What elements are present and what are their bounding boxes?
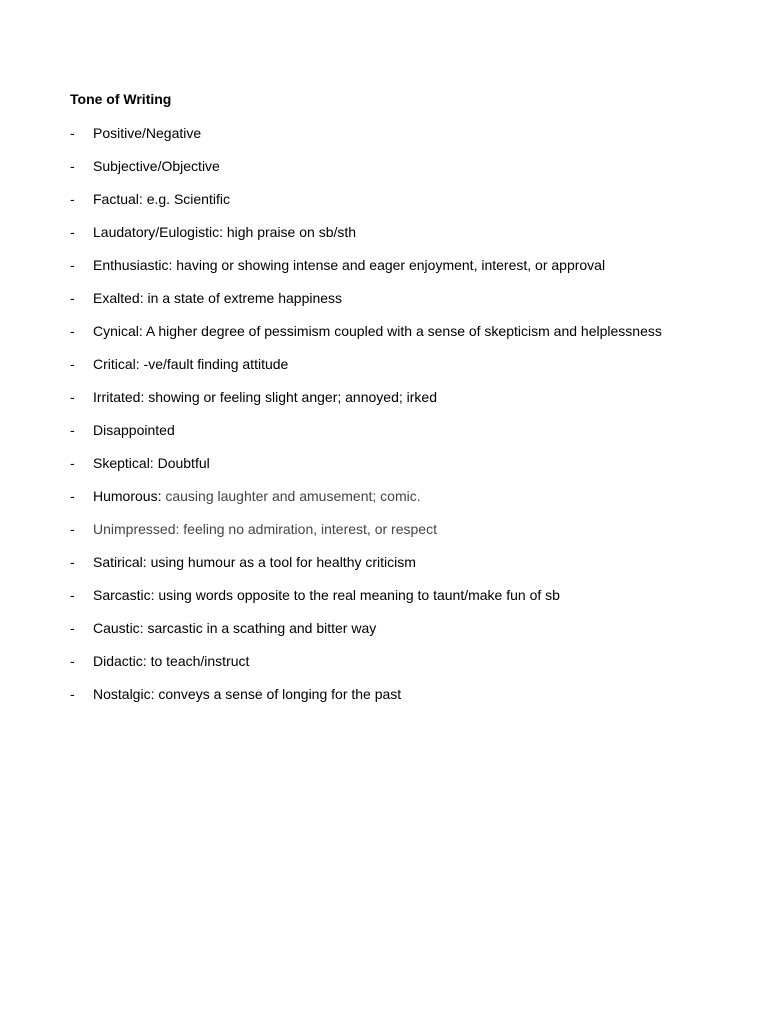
list-dash: - — [70, 653, 75, 669]
tone-description: e.g. Scientific — [142, 191, 230, 207]
list-dash: - — [70, 191, 75, 207]
tone-description: sarcastic in a scathing and bitter way — [143, 620, 377, 636]
list-dash: - — [70, 158, 75, 174]
tone-term: Irritated: — [93, 389, 145, 405]
tone-term: Skeptical: — [93, 455, 154, 471]
tone-description: conveys a sense of longing for the past — [154, 686, 402, 702]
tone-term: Positive/Negative — [93, 125, 202, 141]
tone-description: -ve/fault finding attitude — [139, 356, 289, 372]
list-dash: - — [70, 389, 75, 405]
tone-term: Exalted: — [93, 290, 144, 306]
list-dash: - — [70, 620, 75, 636]
tone-description: using humour as a tool for healthy criticism — [146, 554, 416, 570]
list-dash: - — [70, 422, 75, 438]
tone-term: Sarcastic: — [93, 587, 155, 603]
list-dash: - — [70, 455, 75, 471]
list-dash: - — [70, 125, 75, 141]
tone-description: Doubtful — [153, 455, 210, 471]
list-item — [70, 551, 710, 573]
tone-term: Cynical: — [93, 323, 143, 339]
list-item — [70, 617, 710, 639]
tone-description: causing laughter and amusement; comic. — [161, 488, 421, 504]
tone-term: Unimpressed: — [93, 521, 180, 537]
list-item — [70, 122, 710, 144]
list-item — [70, 419, 710, 441]
tone-description: having or showing intense and eager enjoyment, interest, or approval — [172, 257, 606, 273]
list-dash: - — [70, 554, 75, 570]
tone-description: to teach/instruct — [146, 653, 250, 669]
tone-term: Disappointed — [93, 422, 175, 438]
list-dash: - — [70, 290, 75, 306]
tone-term: Enthusiastic: — [93, 257, 173, 273]
tone-term: Laudatory/Eulogistic: — [93, 224, 223, 240]
list-item — [70, 287, 710, 309]
tone-term: Satirical: — [93, 554, 147, 570]
tone-term: Nostalgic: — [93, 686, 155, 702]
tone-term: Didactic: — [93, 653, 147, 669]
list-dash: - — [70, 686, 75, 702]
list-item — [70, 518, 710, 540]
list-item — [70, 452, 710, 474]
list-item — [70, 188, 710, 210]
tone-term: Humorous: — [93, 488, 162, 504]
list-item — [70, 221, 710, 243]
tone-term: Subjective/Objective — [93, 158, 220, 174]
list-dash: - — [70, 521, 75, 537]
list-item — [70, 650, 710, 672]
list-item — [70, 485, 710, 507]
list-item — [70, 320, 710, 342]
list-dash: - — [70, 356, 75, 372]
list-dash: - — [70, 257, 75, 273]
tone-description: using words opposite to the real meaning to taunt/make fun of sb — [154, 587, 560, 603]
list-item — [70, 386, 710, 408]
list-item — [70, 155, 710, 177]
tone-term: Factual: — [93, 191, 143, 207]
tone-description: high praise on sb/sth — [222, 224, 357, 240]
tone-list — [70, 122, 710, 716]
tone-term: Caustic: — [93, 620, 144, 636]
list-item — [70, 683, 710, 705]
tone-term: Critical: — [93, 356, 140, 372]
list-dash: - — [70, 587, 75, 603]
list-dash: - — [70, 224, 75, 240]
list-item — [70, 584, 710, 606]
list-dash: - — [70, 488, 75, 504]
tone-description: in a state of extreme happiness — [143, 290, 343, 306]
list-dash: - — [70, 323, 75, 339]
document-title: Tone of Writing — [70, 91, 172, 107]
list-item — [70, 353, 710, 375]
tone-description: A higher degree of pessimism coupled with a sense of skepticism and helplessness — [142, 323, 662, 339]
tone-description: showing or feeling slight anger; annoyed; irked — [144, 389, 437, 405]
tone-description: feeling no admiration, interest, or respect — [179, 521, 437, 537]
list-item — [70, 254, 710, 276]
